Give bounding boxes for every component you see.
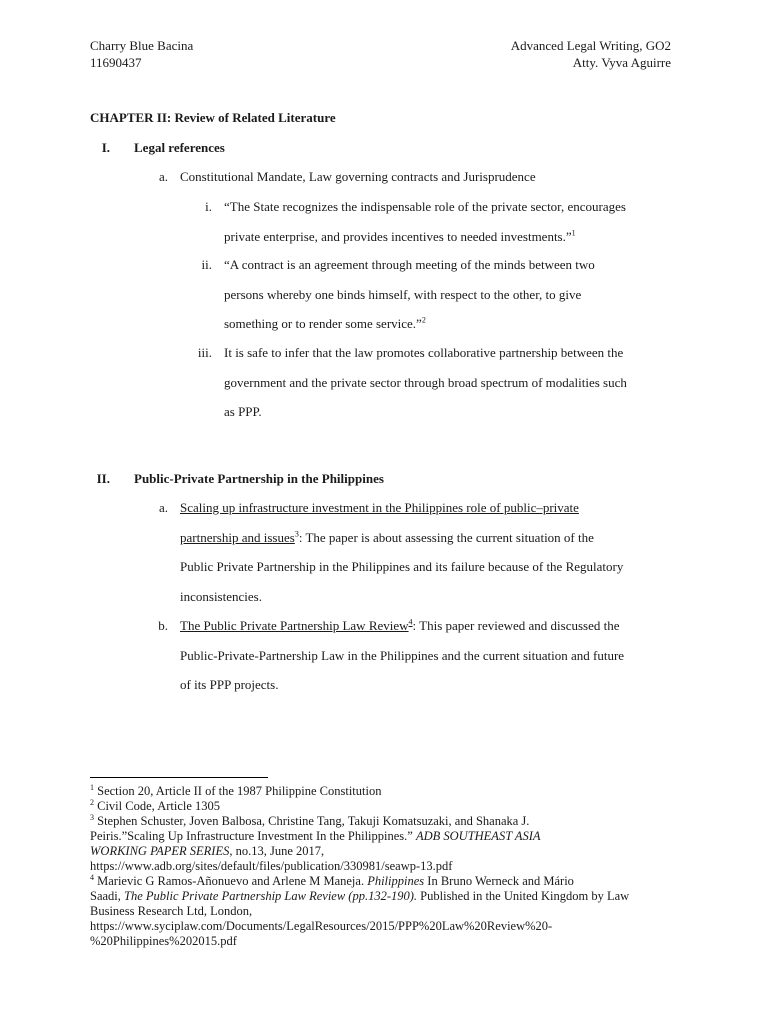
reference-title: The Public Private Partnership Law Review: [180, 618, 409, 633]
footnote-italic: WORKING PAPER SERIES: [90, 844, 230, 858]
description: : The paper is about assessing the current situation of the: [298, 529, 594, 545]
footnote-italic: ADB SOUTHEAST ASIA: [415, 829, 541, 843]
line: It is safe to infer that the law promotes collaborative partnership between the: [224, 345, 624, 360]
list-item-b: [180, 611, 700, 700]
line: “The State recognizes the indispensable role of the private sector, encourages: [224, 199, 626, 214]
section-number: I.: [101, 140, 110, 155]
list-item-iii: [224, 338, 694, 427]
footnote-italic: Philippines: [367, 874, 425, 888]
line: [224, 309, 694, 339]
line: [180, 611, 700, 641]
header-left: [90, 37, 193, 71]
footnote-number: 4: [90, 872, 94, 882]
footnote-number: 2: [90, 797, 94, 807]
line: [90, 829, 690, 844]
list-marker: a.: [158, 169, 168, 184]
description: : This paper reviewed and discussed the: [412, 618, 620, 633]
line: Public-Private-Partnership Law in the Philippines and the current situation and future: [180, 647, 625, 663]
footnote-text: , no.13, June 2017,: [229, 844, 325, 858]
list-marker: a.: [158, 500, 168, 515]
line: Business Research Ltd, London,: [90, 904, 253, 918]
footnote-text: Marievic G Ramos-Añonuevo and Arlene M Maneja.: [94, 874, 368, 888]
footnote-text: Section 20, Article II of the 1987 Philippine Constitution: [94, 784, 382, 798]
list-item-i: [224, 192, 694, 251]
section-title: Legal references: [134, 140, 225, 155]
line-text: something or to render some service.”: [224, 316, 422, 331]
footnote-text: In Bruno Werneck and Mário: [424, 874, 574, 888]
footnote-1: [90, 784, 690, 799]
line: [180, 523, 700, 553]
line: [90, 874, 690, 889]
footnotes: [90, 784, 690, 949]
footnote-url[interactable]: https://www.adb.org/sites/default/files/publication/330981/seawp-13.pdf: [90, 859, 453, 873]
list-item-ii: [224, 250, 694, 339]
student-id: 11690437: [90, 55, 142, 70]
line: inconsistencies.: [180, 588, 262, 604]
author-name: Charry Blue Bacina: [90, 38, 194, 53]
line: [90, 889, 690, 904]
chapter-title: CHAPTER II: Review of Related Literature: [90, 110, 336, 125]
footnote-text: Peiris.”Scaling Up Infrastructure Investment In the Philippines.”: [90, 829, 416, 843]
line: “A contract is an agreement through meeting of the minds between two: [224, 257, 595, 272]
reference-title: partnership and issues: [180, 529, 295, 545]
course-name: Advanced Legal Writing, GO2: [510, 38, 671, 53]
footnote-3: [90, 814, 690, 874]
section-title: Public-Private Partnership in the Philippines: [134, 471, 384, 486]
header-right: [511, 37, 671, 71]
footnote-text: Civil Code, Article 1305: [94, 799, 221, 813]
list-marker: i.: [205, 199, 212, 214]
line: [224, 222, 694, 252]
line: persons whereby one binds himself, with respect to the other, to give: [224, 286, 582, 302]
footnote-ref: 3: [294, 529, 299, 539]
footnote-ref: 4: [408, 617, 413, 627]
footnote-text: Saadi,: [90, 889, 125, 903]
line: [90, 844, 690, 859]
footnote-4: [90, 874, 690, 949]
footnote-url[interactable]: https://www.syciplaw.com/Documents/LegalResources/2015/PPP%20Law%20Review%20-: [90, 919, 553, 933]
instructor-name: Atty. Vyva Aguirre: [572, 55, 671, 70]
line: Scaling up infrastructure investment in the Philippines role of public–private: [180, 500, 579, 515]
footnote-ref: 1: [571, 228, 576, 238]
line-text: private enterprise, and provides incentives to needed investments.”: [224, 228, 572, 244]
footnote-url[interactable]: %20Philippines%202015.pdf: [90, 934, 237, 948]
footnote-italic: The Public Private Partnership Law Review (pp.132-190).: [124, 889, 418, 903]
footnote-2: [90, 799, 690, 814]
footnote-text: Published in the United Kingdom by Law: [417, 889, 630, 903]
line: Public Private Partnership in the Philippines and its failure because of the Regulatory: [180, 559, 624, 574]
section-number: II.: [96, 471, 110, 486]
footnote-number: 3: [90, 812, 94, 822]
footnote-ref: 2: [421, 315, 426, 325]
list-marker: b.: [158, 618, 168, 633]
list-item-a: [180, 493, 700, 611]
line: [90, 814, 690, 829]
footnote-number: 1: [90, 782, 94, 792]
line: government and the private sector through broad spectrum of modalities such: [224, 374, 627, 390]
footnote-separator: [90, 777, 268, 778]
line: as PPP.: [224, 404, 262, 419]
list-item-a: Constitutional Mandate, Law governing contracts and Jurisprudence: [180, 169, 536, 184]
list-marker: iii.: [197, 345, 212, 360]
line: of its PPP projects.: [180, 677, 279, 692]
list-marker: ii.: [201, 257, 212, 272]
footnote-text: Stephen Schuster, Joven Balbosa, Christine Tang, Takuji Komatsuzaki, and Shanaka J.: [94, 814, 530, 828]
